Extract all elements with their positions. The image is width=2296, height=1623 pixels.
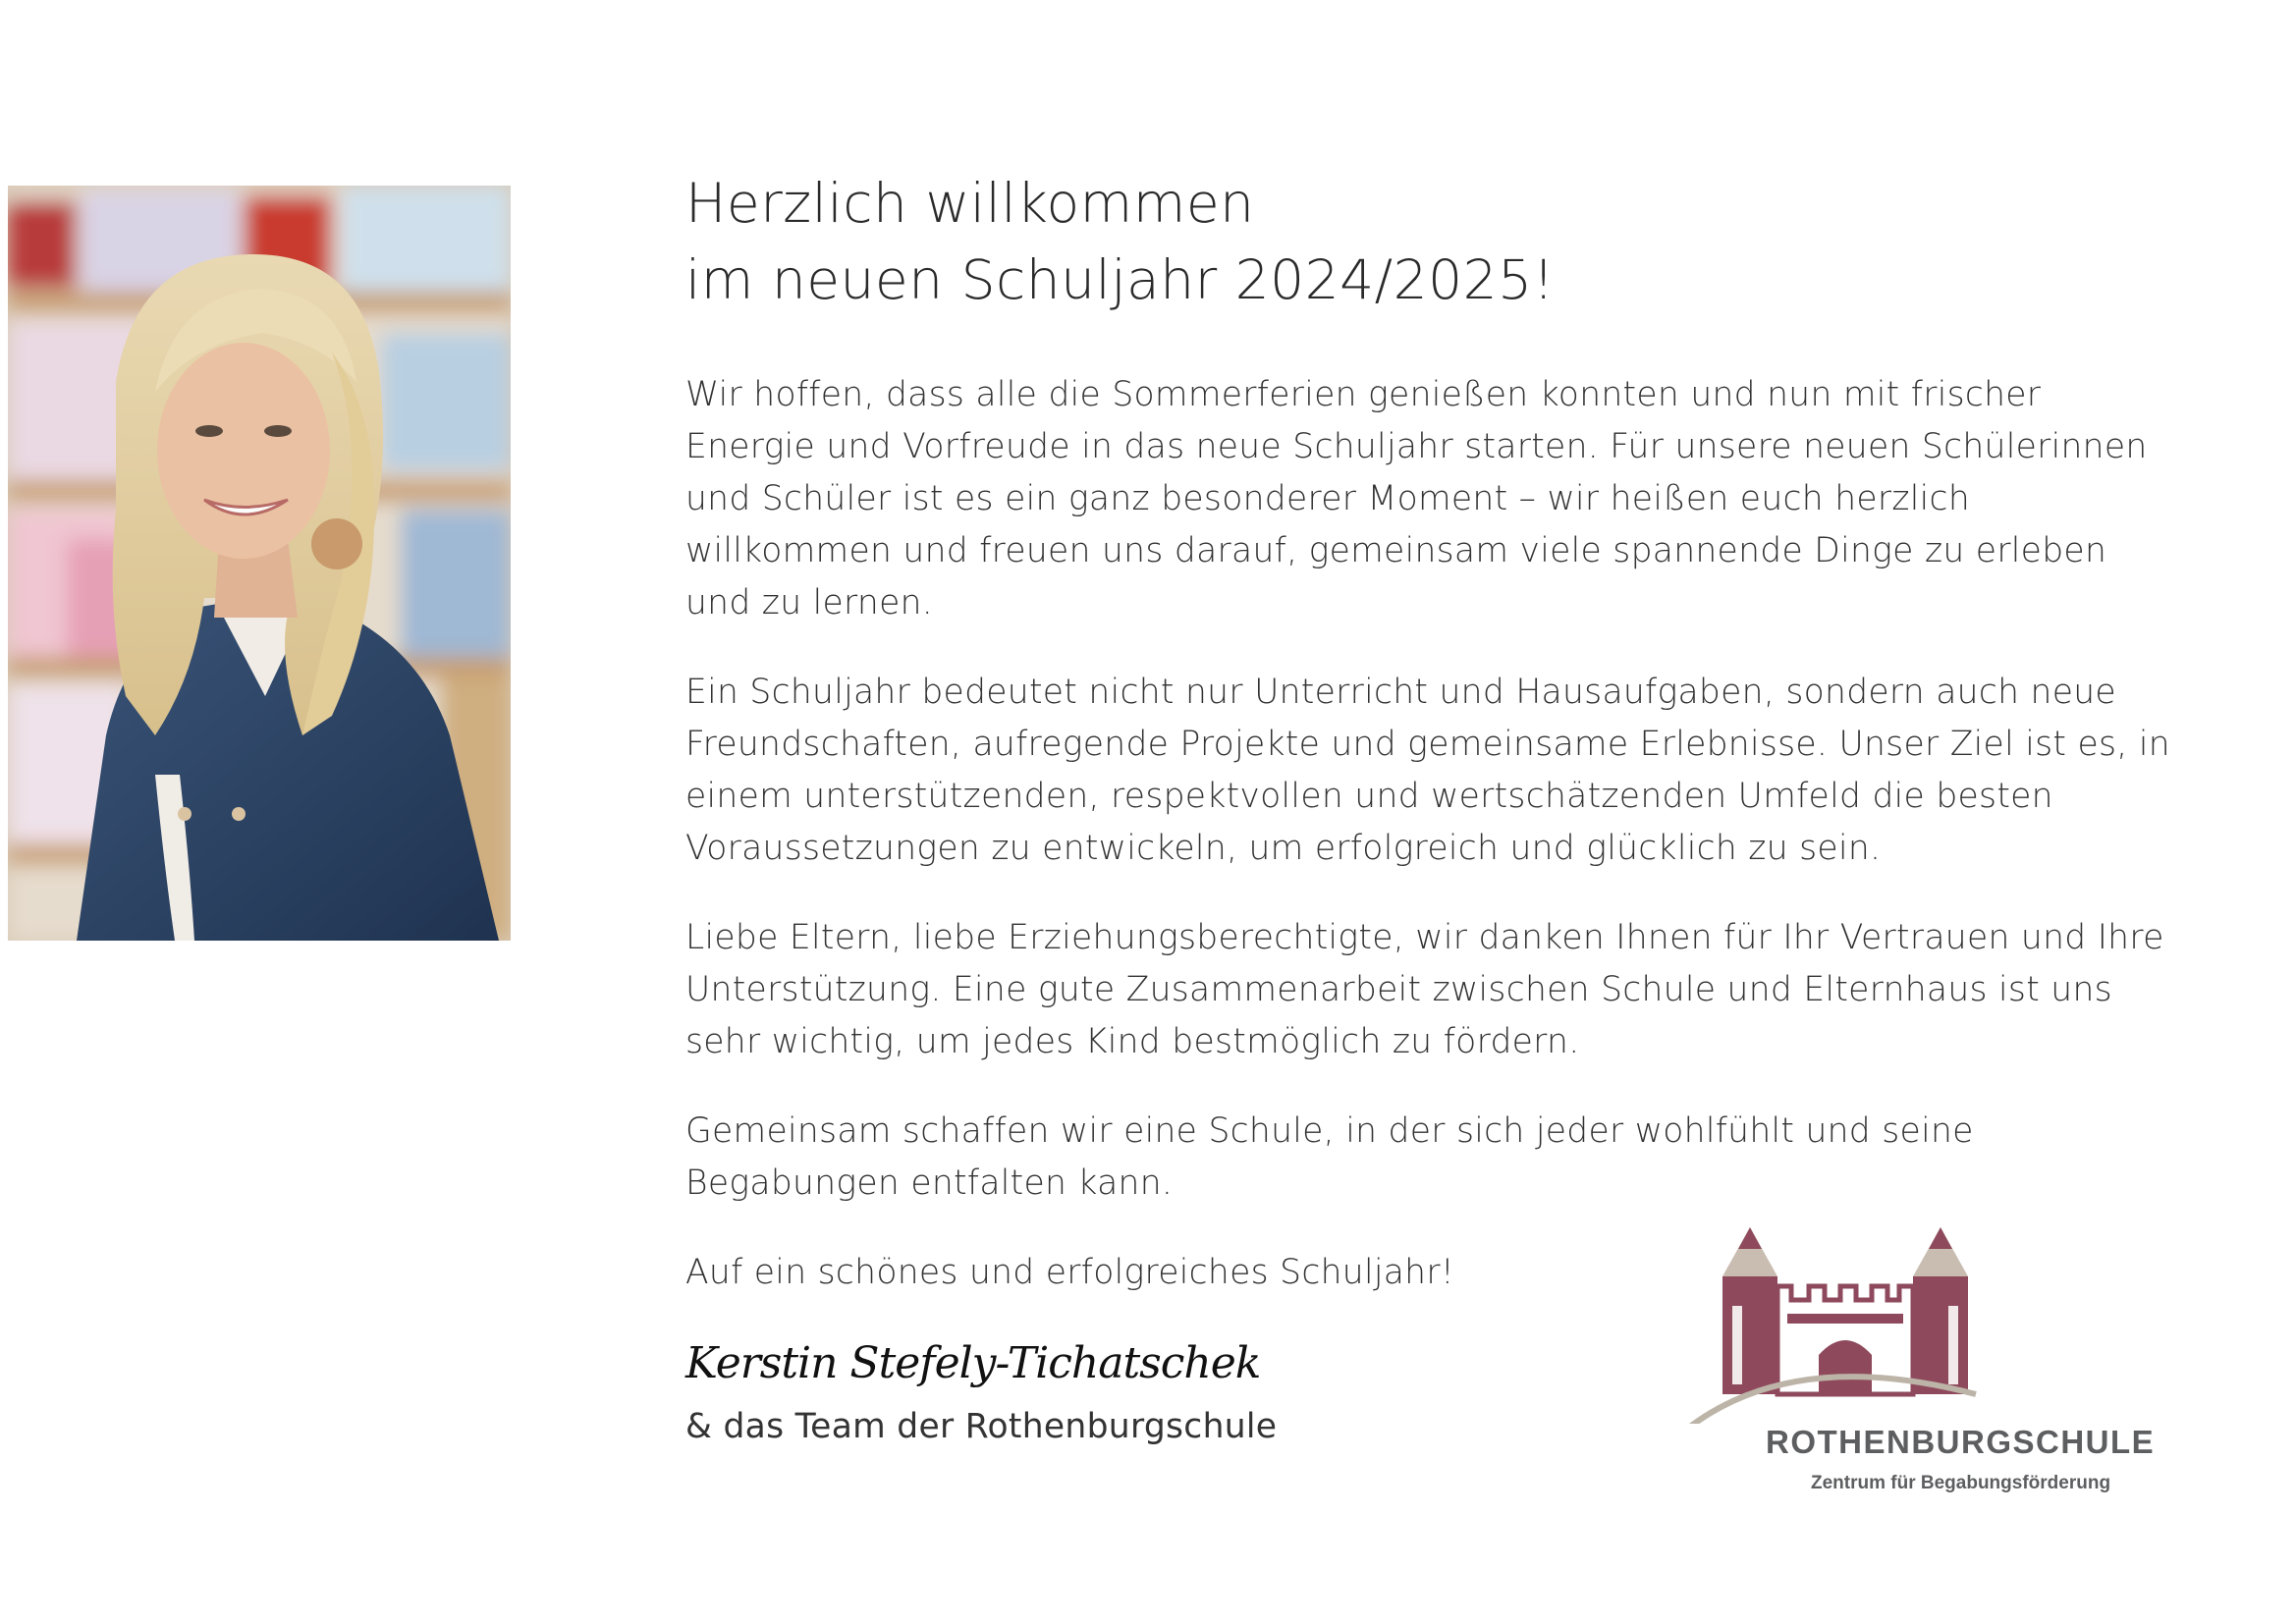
castle-icon <box>1681 1227 2143 1424</box>
paragraph-parents: Liebe Eltern, liebe Erziehungsberechtigte, wir danken Ihnen für Ihr Vertrauen und Ihre Unterstützung. Eine gute Zusammenarbeit zwischen Schule und Elternhaus ist uns sehr wichtig, um jedes Kind bestmöglich zu fördern. <box>685 918 2164 1061</box>
paragraph-school-year: Ein Schuljahr bedeutet nicht nur Unterricht und Hausaufgaben, sondern auch neue Freundschaften, aufregende Projekte und gemeinsame Erlebnisse. Unser Ziel ist es, in einem unterstützenden, respektvollen und wertschätzenden Umfeld die besten Voraussetzungen zu entwickeln, um erfolgreich und glücklich zu sein. <box>685 673 2170 868</box>
closing-line: Auf ein schönes und erfolgreiches Schuljahr! <box>685 1253 1454 1292</box>
paragraph-welcome: Wir hoffen, dass alle die Sommerferien genießen konnten und nun mit frischer Energie und Vorfreude in das neue Schuljahr starten. Für unsere neuen Schülerinnen und Schüler ist es ein ganz besonderer Moment – wir heißen euch herzlich willkommen und freuen uns darauf, gemeinsam viele spannende Dinge zu erleben und zu lernen. <box>685 375 2148 622</box>
page-title <box>685 165 2178 318</box>
signature: Kerstin Stefely-Tichatschek <box>685 1338 1261 1388</box>
title-line-1: Herzlich willkommen <box>685 172 1255 235</box>
school-logo <box>1681 1227 2156 1502</box>
team-line: & das Team der Rothenburgschule <box>685 1407 1278 1446</box>
portrait-photo <box>8 186 511 941</box>
logo-name: ROTHENBURGSCHULE <box>1766 1424 2156 1460</box>
title-line-2: im neuen Schuljahr 2024/2025! <box>685 248 1556 311</box>
logo-subtitle: Zentrum für Begabungsförderung <box>1811 1473 2111 1493</box>
paragraph-together: Gemeinsam schaffen wir eine Schule, in der sich jeder wohlfühlt und seine Begabungen entfalten kann. <box>685 1111 1974 1203</box>
